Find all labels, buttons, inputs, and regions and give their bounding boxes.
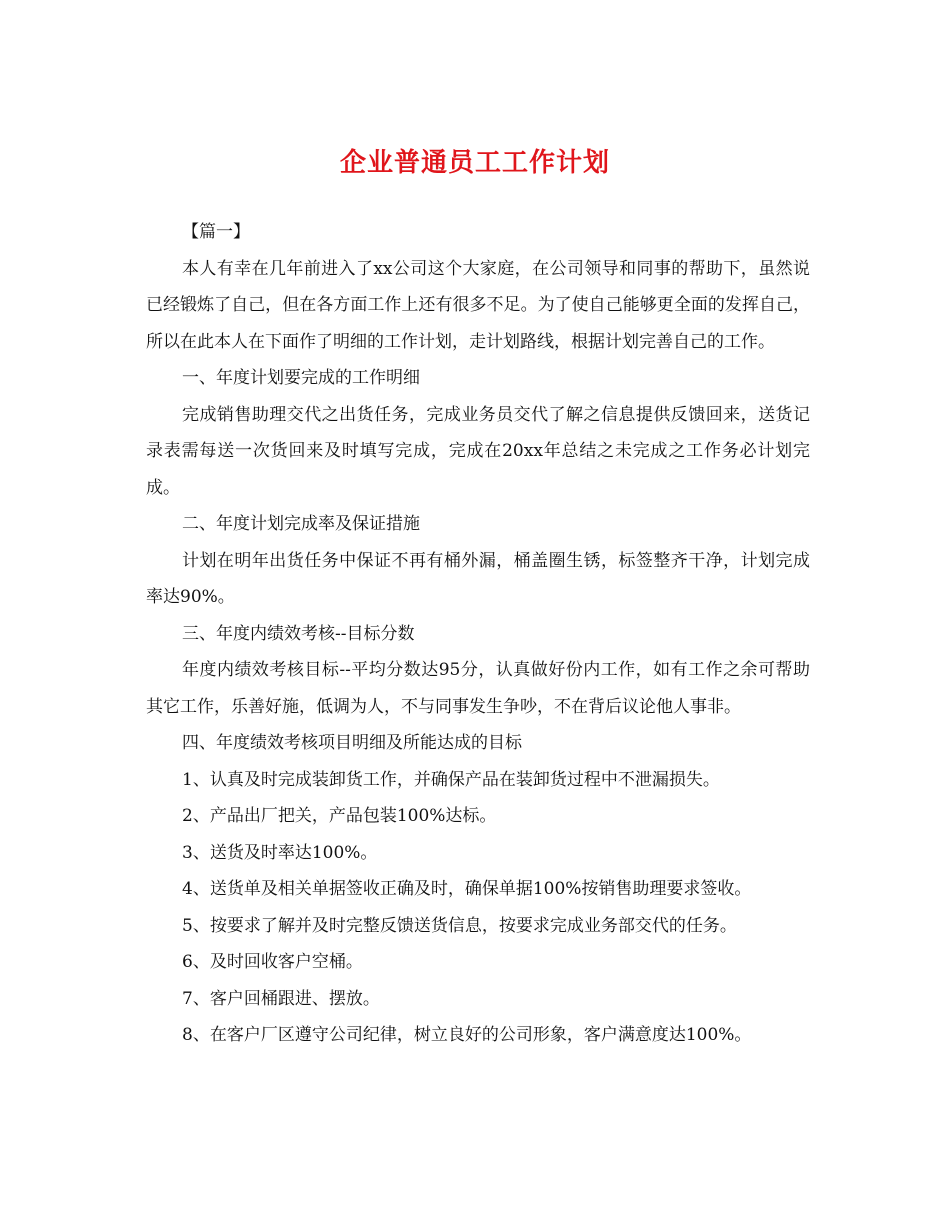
list-item-7: 7、客户回桶跟进、摆放。 — [182, 988, 380, 1009]
heading-4: 四、年度绩效考核项目明细及所能达成的目标 — [182, 733, 522, 753]
paragraph-1: 完成销售助理交代之出货任务，完成业务员交代了解之信息提供反馈回来，送货记录表需每送一次货回来及时填写完成，完成在20xx年总结之未完成之工作务必计划完成。 — [146, 404, 810, 498]
list-item-8: 8、在客户厂区遵守公司纪律，树立良好的公司形象，客户满意度达100%。 — [182, 1025, 752, 1045]
list-item-3: 3、送货及时率达100%。 — [182, 842, 378, 863]
paragraph-3: 年度内绩效考核目标--平均分数达95分，认真做好份内工作，如有工作之余可帮助其它工作，乐善好施，低调为人，不与同事发生争吵，不在背后议论他人事非。 — [146, 660, 810, 717]
document-body — [146, 214, 810, 1054]
intro-paragraph: 本人有幸在几年前进入了xx公司这个大家庭，在公司领导和同事的帮助下，虽然说已经锻炼了自己，但在各方面工作上还有很多不足。为了使自己能够更全面的发挥自己，所以在此本人在下面作了明细的工作计划，走计划路线，根据计划完善自己的工作。 — [146, 258, 810, 352]
list-item-5: 5、按要求了解并及时完整反馈送货信息，按要求完成业务部交代的任务。 — [182, 915, 737, 936]
heading-3: 三、年度内绩效考核--目标分数 — [182, 623, 415, 644]
heading-1: 一、年度计划要完成的工作明细 — [182, 368, 420, 388]
list-item-1: 1、认真及时完成装卸货工作，并确保产品在装卸货过程中不泄漏损失。 — [182, 769, 720, 790]
list-item-4: 4、送货单及相关单据签收正确及时，确保单据100%按销售助理要求签收。 — [182, 879, 752, 899]
paragraph-2: 计划在明年出货任务中保证不再有桶外漏，桶盖圈生锈，标签整齐干净，计划完成率达90%。 — [146, 550, 810, 607]
section-label: 【篇一】 — [182, 222, 250, 242]
list-item-6: 6、及时回收客户空桶。 — [182, 952, 363, 972]
heading-2: 二、年度计划完成率及保证措施 — [182, 514, 420, 534]
document-title: 企业普通员工工作计划 — [339, 148, 610, 178]
list-item-2: 2、产品出厂把关，产品包装100%达标。 — [182, 806, 497, 826]
